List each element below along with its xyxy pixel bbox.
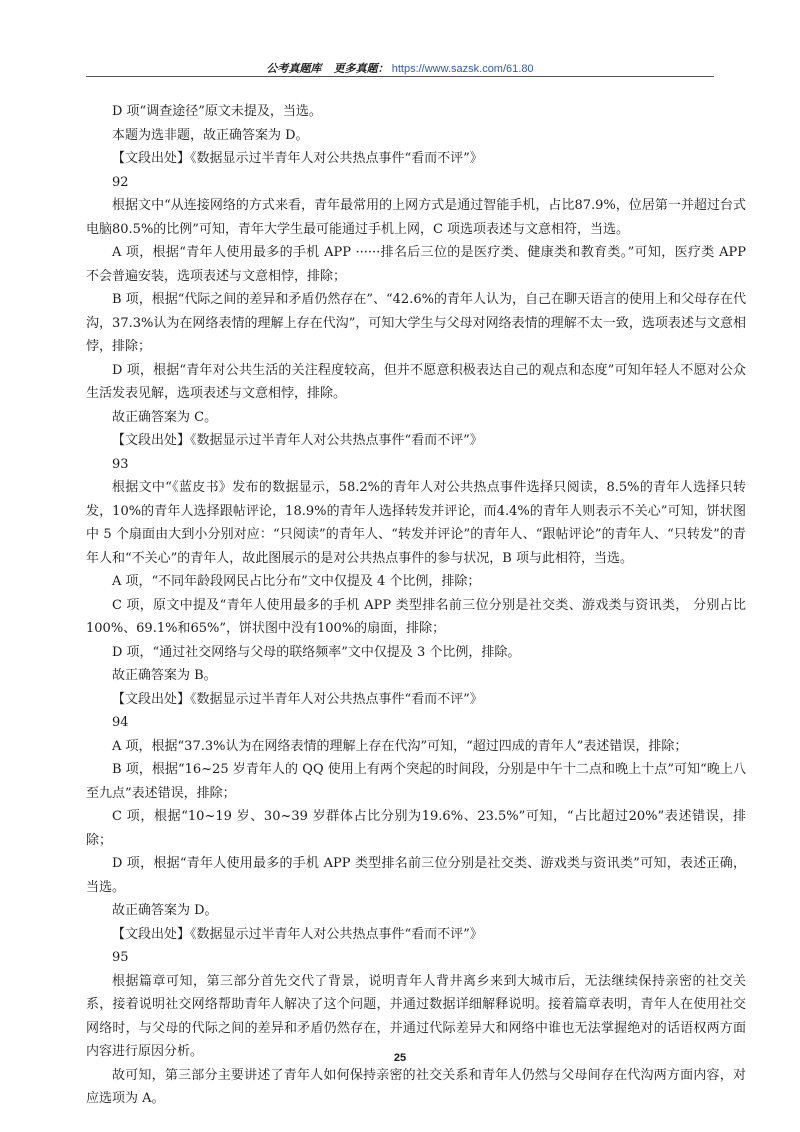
paragraph: D 项，“通过社交网络与父母的联络频率”文中仅提及 3 个比例，排除。 [112, 644, 521, 660]
answer-line: 故正确答案为 B。 [112, 668, 217, 683]
document-body [86, 100, 746, 1111]
paragraph: A 项，根据“青年人使用最多的手机 APP ······排名后三位的是医疗类、健康类和教育类。”可知，医疗类 APP 不会普遍安装，选项表述与文意相悖，排除； [86, 245, 746, 284]
header-brand: 公考真题库 [266, 63, 322, 75]
question-number: 94 [112, 715, 129, 730]
question-number: 93 [112, 456, 129, 472]
source-citation: 【文段出处】《数据显示过半青年人对公共热点事件“看而不评”》 [112, 926, 483, 942]
page-number: 25 [393, 1052, 407, 1064]
paragraph: D 项“调查途径”原文未提及，当选。 [112, 104, 322, 119]
header-url-link[interactable]: https://www.sazsk.com/61.80 [391, 63, 534, 75]
header-divider [86, 76, 714, 77]
paragraph: A 项，“不同年龄段网民占比分布”文中仅提及 4 个比例，排除； [112, 574, 481, 589]
paragraph: B 项，根据“代际之间的差异和矛盾仍然存在”、“42.6%的青年人认为，自己在聊天语言的使用上和父母存在代沟，37.3%认为在网络表情的理解上存在代沟”，可知大学生与父母对网络表情的理解不太一致，选项表述与文意相悖，排除； [86, 292, 746, 354]
source-citation: 【文段出处】《数据显示过半青年人对公共热点事件“看而不评”》 [112, 433, 483, 448]
header-more-label: 更多真题： [333, 63, 389, 75]
paragraph: 本题为选非题，故正确答案为 D。 [112, 127, 309, 143]
paragraph: D 项，根据“青年人使用最多的手机 APP 类型排名前三位分别是社交类、游戏类与资讯类”可知，表述正确，当选。 [86, 856, 746, 895]
paragraph: 故可知，第三部分主要讲述了青年人如何保持亲密的社交关系和青年人仍然与父母间存在代沟两方面内容，对应选项为 A。 [86, 1067, 746, 1106]
answer-line: 故正确答案为 D。 [112, 903, 218, 918]
paragraph: B 项，根据“16~25 岁青年人的 QQ 使用上有两个突起的时间段，分别是中午十二点和晚上十点”可知“晚上八至九点”表述错误，排除； [86, 762, 746, 801]
page-header [0, 60, 800, 76]
question-number: 92 [112, 174, 129, 190]
paragraph: A 项，根据“37.3%认为在网络表情的理解上存在代沟”可知，“超过四成的青年人”表述错误，排除； [112, 738, 688, 754]
paragraph: 根据文中“从连接网络的方式来看，青年最常用的上网方式是通过智能手机，占比87.9%，位居第一并超过台式电脑80.5%的比例”可知，青年大学生最可能通过手机上网，C 项选项表述与文意相符，当选。 [86, 198, 746, 237]
question-number: 95 [112, 950, 129, 965]
paragraph: D 项，根据“青年对公共生活的关注程度较高，但并不愿意积极表达自己的观点和态度”可知年轻人不愿对公众生活发表见解，选项表述与文意相悖，排除。 [86, 362, 746, 401]
answer-line: 故正确答案为 C。 [112, 409, 218, 425]
paragraph: 根据篇章可知，第三部分首先交代了背景，说明青年人背井离乡来到大城市后，无法继续保持亲密的社交关系，接着说明社交网络帮助青年人解决了这个问题，并通过数据详细解释说明。接着篇章表明，青年人在使用社交网络时，与父母的代际之间的差异和矛盾仍然存在，并通过代际差异大和网络中谁也无法掌握绝对的话语权两方面内容进行原因分析。 [86, 973, 746, 1059]
source-citation: 【文段出处】《数据显示过半青年人对公共热点事件“看而不评”》 [112, 691, 483, 707]
paragraph: C 项，根据“10~19 岁、30~39 岁群体占比分别为19.6%、23.5%”可知，“占比超过20%”表述错误，排除； [86, 809, 746, 848]
paragraph: 根据文中“《蓝皮书》发布的数据显示，58.2%的青年人对公共热点事件选择只阅读，8.5%的青年人选择只转发，10%的青年人选择跟帖评论，18.9%的青年人选择转发并评论，而4.4%的青年人则表示不关心”可知，饼状图中 5 个扇面由大到小分别对应：“只阅读”的青年人、“转发并评论”的青年人、“跟帖评论”的青年人、“只转发”的青年人和“不关心”的青年人，故此图展示的是对公共热点事件的参与状况，B 项与此相符，当选。 [86, 480, 746, 566]
paragraph: C 项，原文中提及“青年人使用最多的手机 APP 类型排名前三位分别是社交类、游戏类与资讯类， 分别占比100%、69.1%和65%”，饼状图中没有100%的扇面，排除； [86, 597, 746, 636]
source-citation: 【文段出处】《数据显示过半青年人对公共热点事件“看而不评”》 [112, 151, 483, 166]
